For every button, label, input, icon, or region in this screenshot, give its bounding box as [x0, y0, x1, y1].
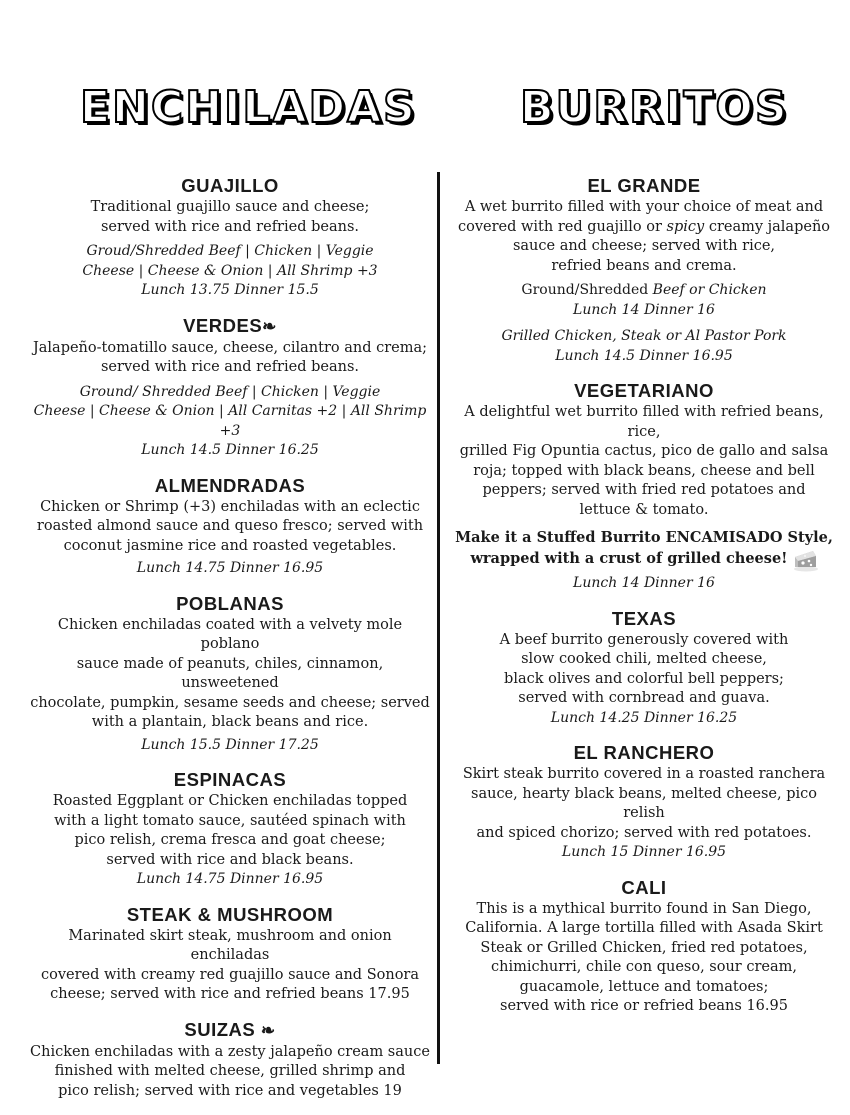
item-description: This is a mythical burrito found in San Diego, — [476, 900, 812, 917]
item-description: coconut jasmine rice and roasted vegetables. — [63, 537, 397, 554]
item-description: and spiced chorizo; served with red potatoes. — [476, 824, 812, 841]
item-description: served with cornbread and guava. — [518, 690, 770, 706]
item-description: served with rice and refried beans. — [100, 359, 359, 375]
menu-item-almendradas — [30, 475, 430, 579]
item-description: finished with melted cheese, grilled shrimp and — [54, 1063, 406, 1079]
item-title: VERDES — [183, 314, 263, 336]
item-title: GUAJILLO — [181, 175, 279, 196]
promo-line-row — [455, 548, 833, 570]
item-description: grilled Fig Opuntia cactus, pico de gallo and salsa — [459, 443, 829, 459]
item-description: refried beans and crema. — [551, 257, 737, 274]
item-description: served with rice and black beans. — [106, 851, 354, 868]
promo-line: Make it a Stuffed Burrito ENCAMISADO Style, — [455, 529, 833, 546]
menu-item-guajillo — [30, 175, 430, 301]
heading-burritos: BURRITOS — [520, 82, 789, 133]
item-price: Lunch 14.75 Dinner 16.95 — [136, 871, 324, 887]
floral-heart-icon: ❧ — [262, 316, 277, 336]
item-title: VEGETARIANO — [574, 380, 714, 401]
menu-item-texas — [455, 608, 833, 729]
item-description: covered with creamy red guajillo sauce and Sonora — [40, 966, 419, 983]
item-price: Lunch 14.5 Dinner 16.25 — [141, 442, 319, 458]
item-title: EL GRANDE — [587, 175, 701, 196]
menu-item-suizas — [30, 1019, 430, 1102]
item-title: ALMENDRADAS — [154, 474, 306, 496]
item-description: sauce, hearty black beans, melted cheese, pico relish — [471, 785, 817, 821]
item-title: STEAK & MUSHROOM — [126, 903, 334, 925]
item-description: sauce made of peanuts, chiles, cinnamon, unsweetened — [76, 655, 384, 691]
item-description: cheese; served with rice and refried beans 17.95 — [50, 986, 410, 1002]
desc-text: creamy jalapeño — [704, 218, 831, 235]
burritos-column — [455, 175, 833, 1031]
menu-item-vegetariano — [455, 380, 833, 594]
item-description: lettuce & tomato. — [579, 501, 709, 518]
item-description: California. A large tortilla filled with Asada Skirt — [465, 920, 823, 936]
item-price: Lunch 14.25 Dinner 16.25 — [550, 709, 738, 726]
item-options: Cheese | Cheese & Onion | All Shrimp +3 — [82, 262, 378, 279]
item-description: peppers; served with fried red potatoes and — [482, 482, 806, 498]
item-description: Jalapeño-tomatillo sauce, cheese, cilantro and crema; — [32, 339, 428, 356]
item-description: served with rice and refried beans. — [100, 218, 359, 235]
item-description: chimichurri, chile con queso, sour cream, — [490, 959, 797, 975]
item-description: with a plantain, black beans and rice. — [91, 714, 369, 730]
item-description: guacamole, lettuce and tomatoes; — [519, 978, 769, 995]
item-title: CALI — [621, 876, 667, 898]
item-description: black olives and colorful bell peppers; — [504, 670, 784, 687]
item-description: slow cooked chili, melted cheese, — [521, 651, 767, 667]
item-description: roja; topped with black beans, cheese and bell — [473, 462, 815, 479]
item-price: Lunch 15 Dinner 16.95 — [561, 844, 727, 860]
item-description: with a light tomato sauce, sautéed spinach with — [54, 812, 406, 829]
item-price: Lunch 15.5 Dinner 17.25 — [141, 736, 319, 753]
desc-emphasis: spicy — [666, 218, 705, 235]
menu-item-steak-mushroom — [30, 904, 430, 1005]
item-description: served with rice or refried beans 16.95 — [500, 998, 788, 1014]
item-price: Lunch 13.75 Dinner 15.5 — [141, 282, 319, 298]
item-description: Chicken enchiladas with a zesty jalapeño cream sauce — [30, 1043, 430, 1060]
item-price: Lunch 14.75 Dinner 16.95 — [136, 560, 324, 576]
promo-encamisado — [455, 528, 833, 570]
item-options: Cheese | Cheese & Onion | All Carnitas +2 | All Shrimp +3 — [33, 403, 427, 439]
item-options: Ground/ Shredded Beef | Chicken | Veggie — [79, 383, 381, 400]
menu-item-cali — [455, 877, 833, 1017]
item-price: Lunch 14 Dinner 16 — [573, 575, 715, 591]
item-description: Chicken enchiladas coated with a velvety mole poblano — [57, 616, 403, 652]
option-emphasis: Beef or Chicken — [652, 282, 767, 298]
item-description: A beef burrito generously covered with — [499, 631, 789, 648]
column-divider — [437, 172, 440, 1064]
promo-line: wrapped with a crust of grilled cheese! — [470, 550, 788, 567]
item-description: Skirt steak burrito covered in a roasted ranchera — [462, 766, 826, 782]
item-title: TEXAS — [611, 607, 677, 629]
item-description: Chicken or Shrimp (+3) enchiladas with an eclectic — [40, 498, 420, 515]
item-title-row — [30, 315, 430, 338]
item-description: Marinated skirt steak, mushroom and onion enchiladas — [68, 927, 392, 963]
item-title: POBLANAS — [176, 592, 284, 614]
item-title-row — [30, 1019, 430, 1042]
menu-item-verdes — [30, 315, 430, 461]
item-description: pico relish; served with rice and vegetables 19 — [58, 1082, 402, 1099]
item-description: Steak or Grilled Chicken, fried red potatoes, — [480, 939, 808, 956]
menu-item-el-grande — [455, 175, 833, 366]
heading-enchiladas: ENCHILADAS — [80, 82, 417, 133]
item-options: Grilled Chicken, Steak or Al Pastor Pork — [501, 328, 787, 344]
item-title: ESPINACAS — [173, 769, 287, 790]
cheese-icon — [792, 548, 818, 570]
item-description: Traditional guajillo sauce and cheese; — [90, 199, 370, 215]
enchiladas-column — [30, 175, 430, 1115]
item-price: Lunch 14 Dinner 16 — [573, 301, 715, 318]
item-description: chocolate, pumpkin, sesame seeds and cheese; served — [30, 694, 430, 711]
item-options: Groud/Shredded Beef | Chicken | Veggie — [86, 243, 374, 259]
item-description: A delightful wet burrito filled with refried beans, rice, — [464, 404, 824, 440]
floral-heart-icon: ❧ — [260, 1020, 276, 1040]
option-text: Ground/Shredded — [521, 282, 653, 298]
item-title: EL RANCHERO — [573, 742, 715, 763]
item-description: roasted almond sauce and queso fresco; served with — [36, 518, 424, 534]
item-title: SUIZAS — [184, 1018, 256, 1040]
menu-item-poblanas — [30, 593, 430, 756]
item-description: sauce and cheese; served with rice, — [512, 238, 776, 254]
item-description: Roasted Eggplant or Chicken enchiladas topped — [52, 793, 408, 809]
item-description: A wet burrito filled with your choice of meat and — [464, 199, 824, 215]
item-description: pico relish, crema fresca and goat cheese; — [74, 832, 386, 848]
menu-item-espinacas — [30, 769, 430, 890]
item-options — [455, 281, 833, 301]
item-description — [455, 218, 833, 238]
desc-text: covered with red guajillo or — [457, 218, 667, 235]
item-price: Lunch 14.5 Dinner 16.95 — [555, 347, 733, 364]
menu-item-el-ranchero — [455, 742, 833, 863]
